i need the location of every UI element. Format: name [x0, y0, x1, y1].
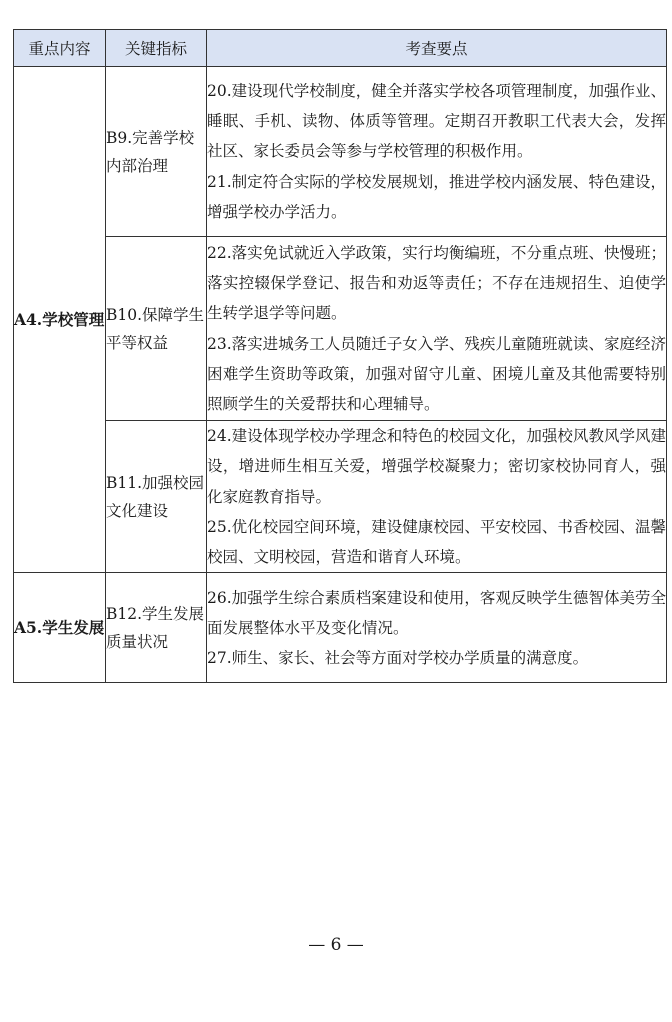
- check-point: 26.加强学生综合素质档案建设和使用，客观反映学生德智体美劳全面发展整体水平及变化情况。: [207, 588, 666, 637]
- check-points-cell: [207, 421, 667, 573]
- indicator-cell: B9.完善学校内部治理: [106, 67, 207, 237]
- check-point: 21.制定符合实际的学校发展规划，推进学校内涵发展、特色建设，增强学校办学活力。: [207, 172, 666, 221]
- header-check-points: 考查要点: [207, 30, 667, 67]
- check-point: 25.优化校园空间环境，建设健康校园、平安校园、书香校园、温馨校园、文明校园，营造和谐育人环境。: [207, 517, 666, 567]
- check-point: 24.建设体现学校办学理念和特色的校园文化，加强校风教风学风建设，增进师生相互关爱，增强学校凝聚力；密切家校协同育人，强化家庭教育指导。: [207, 427, 666, 506]
- check-point: 23.落实进城务工人员随迁子女入学、残疾儿童随班就读、家庭经济困难学生资助等政策，加强对留守儿童、困境儿童及其他需要特别照顾学生的关爱帮扶和心理辅导。: [207, 334, 666, 414]
- table-row: [14, 237, 667, 421]
- check-points-cell: [207, 67, 667, 237]
- indicator-cell: B10.保障学生平等权益: [106, 237, 207, 421]
- page-number: — 6 —: [308, 935, 364, 955]
- check-point: 20.建设现代学校制度，健全并落实学校各项管理制度，加强作业、睡眠、手机、读物、体质等管理。定期召开教职工代表大会，发挥社区、家长委员会等参与学校管理的积极作用。: [207, 81, 666, 161]
- indicator-cell: B12.学生发展质量状况: [106, 573, 207, 683]
- table-row: [14, 67, 667, 237]
- check-points-cell: [207, 237, 667, 421]
- header-key-content: 重点内容: [14, 30, 106, 67]
- table-header-row: [14, 30, 667, 67]
- evaluation-table: [13, 29, 667, 683]
- indicator-cell: B11.加强校园文化建设: [106, 421, 207, 573]
- check-point: 22.落实免试就近入学政策，实行均衡编班，不分重点班、快慢班；落实控辍保学登记、报告和劝返等责任；不存在违规招生、迫使学生转学退学等问题。: [207, 243, 666, 323]
- check-points-cell: [207, 573, 667, 683]
- check-point: 27.师生、家长、社会等方面对学校办学质量的满意度。: [207, 649, 589, 668]
- key-content-cell: A5.学生发展: [14, 573, 106, 683]
- header-key-indicator: 关键指标: [106, 30, 207, 67]
- table-row: [14, 573, 667, 683]
- key-content-cell: A4.学校管理: [14, 67, 106, 573]
- table-row: [14, 421, 667, 573]
